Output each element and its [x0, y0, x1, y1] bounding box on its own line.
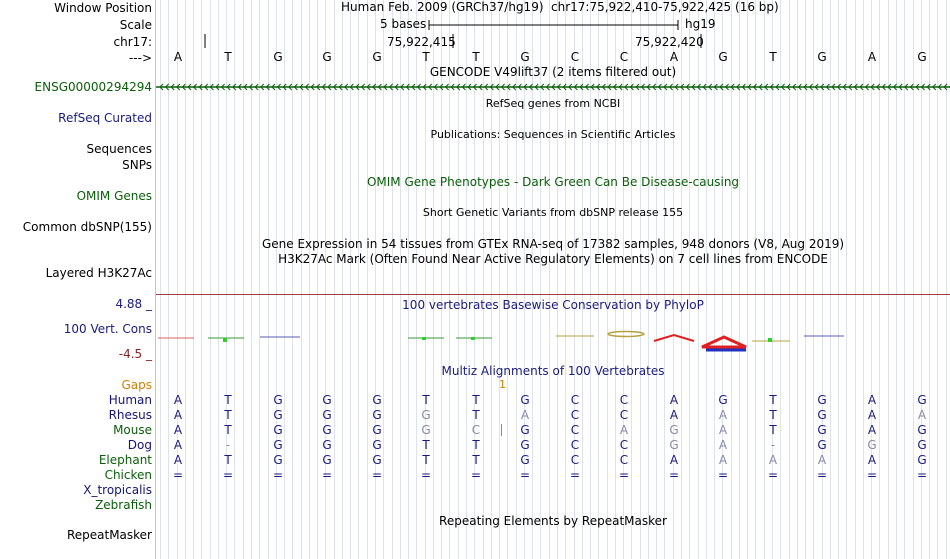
- alignment-base: C: [570, 408, 580, 422]
- alignment-base: A: [817, 453, 827, 467]
- alignment-base: T: [224, 423, 232, 437]
- phylop-track-title[interactable]: 100 vertebrates Basewise Conservation by PhyloP: [402, 298, 704, 312]
- scale-bases-text: 5 bases: [380, 17, 427, 31]
- alignment-base: G: [372, 453, 382, 467]
- alignment-base: G: [520, 423, 530, 437]
- omim-track-title[interactable]: OMIM Gene Phenotypes - Dark Green Can Be Disease-causing: [366, 175, 740, 189]
- reference-base: C: [570, 50, 580, 64]
- gencode-gene-feature[interactable]: [156, 82, 950, 92]
- alignment-base: T: [224, 393, 232, 407]
- chr-label: chr17:: [113, 35, 152, 49]
- reference-base: G: [917, 50, 927, 64]
- alignment-base: G: [917, 453, 927, 467]
- alignment-base: G: [867, 438, 877, 452]
- h3k27ac-label[interactable]: Layered H3K27Ac: [45, 266, 152, 280]
- alignment-base: =: [519, 468, 531, 482]
- species-label-chicken[interactable]: Chicken: [104, 468, 152, 482]
- refseq-label[interactable]: RefSeq Curated: [58, 111, 152, 125]
- alignment-base: C: [570, 438, 580, 452]
- coord-tick-1: [452, 34, 454, 48]
- reference-base: A: [867, 50, 877, 64]
- publications-track-title[interactable]: Publications: Sequences in Scientific Articles: [430, 128, 676, 141]
- alignment-base: =: [916, 468, 928, 482]
- reference-base: G: [718, 50, 728, 64]
- gap-marker: 1: [499, 378, 506, 391]
- gencode-track-title[interactable]: GENCODE V49lift37 (2 items filtered out): [429, 65, 677, 79]
- alignment-base: G: [917, 423, 927, 437]
- reference-base: A: [669, 50, 679, 64]
- alignment-base: T: [422, 393, 430, 407]
- track-labels: [0, 0, 156, 559]
- repeatmasker-track-title[interactable]: Repeating Elements by RepeatMasker: [439, 514, 667, 528]
- sequences-label[interactable]: Sequences: [86, 142, 152, 156]
- alignment-base: A: [718, 438, 728, 452]
- species-label-zebrafish[interactable]: Zebrafish: [95, 498, 152, 512]
- cons-min-label: -4.5 _: [118, 347, 152, 361]
- alignment-base: T: [769, 408, 777, 422]
- alignment-base: G: [520, 438, 530, 452]
- omim-label[interactable]: OMIM Genes: [76, 189, 152, 203]
- alignment-base: A: [173, 393, 183, 407]
- alignment-base: A: [917, 408, 927, 422]
- alignment-base: G: [322, 423, 332, 437]
- alignment-base: G: [917, 393, 927, 407]
- alignment-base: C: [570, 453, 580, 467]
- dbsnp-label[interactable]: Common dbSNP(155): [22, 220, 152, 234]
- alignment-base: =: [569, 468, 581, 482]
- reference-base: G: [817, 50, 827, 64]
- alignment-base: G: [372, 423, 382, 437]
- alignment-base: G: [322, 408, 332, 422]
- species-label-dog[interactable]: Dog: [127, 438, 152, 452]
- reference-base: C: [619, 50, 629, 64]
- alignment-base: T: [224, 408, 232, 422]
- alignment-base: G: [669, 438, 679, 452]
- reference-base: G: [273, 50, 283, 64]
- alignment-base: G: [520, 453, 530, 467]
- alignment-base: A: [520, 408, 530, 422]
- reference-base: T: [472, 50, 480, 64]
- alignment-base: =: [420, 468, 432, 482]
- cons-label[interactable]: 100 Vert. Cons: [63, 322, 152, 336]
- alignment-base: G: [322, 393, 332, 407]
- coord-1: 75,922,415: [387, 35, 456, 49]
- strand-arrow-label: --->: [128, 51, 152, 65]
- alignment-base: C: [619, 438, 629, 452]
- alignment-base: =: [668, 468, 680, 482]
- alignment-base: G: [421, 423, 431, 437]
- alignment-base: G: [322, 438, 332, 452]
- alignment-base: G: [372, 408, 382, 422]
- scale-bar: [428, 19, 680, 31]
- alignment-base: T: [769, 423, 777, 437]
- scale-db-text: hg19: [685, 17, 716, 31]
- gaps-label: Gaps: [121, 378, 152, 392]
- alignment-base: A: [173, 423, 183, 437]
- alignment-base: =: [618, 468, 630, 482]
- alignment-base: A: [768, 453, 778, 467]
- phylop-wiggle-plot[interactable]: [156, 325, 950, 355]
- alignment-base: =: [470, 468, 482, 482]
- coord-tick-2: [700, 34, 702, 48]
- alignment-base: A: [173, 408, 183, 422]
- alignment-base: G: [273, 408, 283, 422]
- alignment-base: T: [472, 393, 480, 407]
- alignment-base: A: [867, 393, 877, 407]
- gtex-track-title[interactable]: Gene Expression in 54 tissues from GTEx RNA-seq of 17382 samples, 948 donors (V8, Aug 2019): [261, 237, 845, 251]
- alignment-base: -: [770, 438, 776, 452]
- alignment-base: T: [769, 393, 777, 407]
- multiz-track-title[interactable]: Multiz Alignments of 100 Vertebrates: [441, 364, 665, 378]
- species-label-elephant[interactable]: Elephant: [98, 453, 152, 467]
- alignment-base: A: [867, 453, 877, 467]
- reference-base: G: [372, 50, 382, 64]
- alignment-base: =: [222, 468, 234, 482]
- window-position-label: Window Position: [54, 1, 152, 15]
- alignment-base: G: [273, 453, 283, 467]
- reference-base: A: [173, 50, 183, 64]
- alignment-base: T: [224, 453, 232, 467]
- mouse-insertion-marker: [501, 424, 502, 436]
- scale-label: Scale: [119, 18, 152, 32]
- alignment-base: G: [322, 453, 332, 467]
- alignment-base: =: [172, 468, 184, 482]
- alignment-base: A: [718, 453, 728, 467]
- alignment-base: G: [421, 408, 431, 422]
- assembly-text: Human Feb. 2009 (GRCh37/hg19): [341, 0, 544, 14]
- alignment-base: C: [570, 393, 580, 407]
- repeatmasker-label[interactable]: RepeatMasker: [66, 528, 152, 542]
- snps-label[interactable]: SNPs: [122, 158, 152, 172]
- alignment-base: A: [619, 423, 629, 437]
- alignment-base: C: [619, 393, 629, 407]
- alignment-base: A: [867, 423, 877, 437]
- reference-base: T: [422, 50, 430, 64]
- coord-tick-left: [204, 34, 206, 48]
- alignment-base: G: [273, 438, 283, 452]
- alignment-base: C: [471, 423, 481, 437]
- alignment-base: A: [669, 408, 679, 422]
- reference-base: G: [322, 50, 332, 64]
- alignment-base: G: [817, 438, 827, 452]
- alignment-base: G: [817, 423, 827, 437]
- species-label-human[interactable]: Human: [108, 393, 152, 407]
- alignment-base: A: [173, 438, 183, 452]
- alignment-base: -: [225, 438, 231, 452]
- alignment-base: C: [619, 408, 629, 422]
- alignment-base: G: [718, 393, 728, 407]
- alignment-base: =: [321, 468, 333, 482]
- alignment-base: T: [472, 438, 480, 452]
- cons-max-label: 4.88 _: [115, 297, 152, 311]
- alignment-base: T: [422, 453, 430, 467]
- alignment-base: T: [422, 438, 430, 452]
- species-label-x-tropicalis[interactable]: X_tropicalis: [83, 483, 152, 497]
- alignment-base: =: [272, 468, 284, 482]
- alignment-base: G: [520, 393, 530, 407]
- reference-base: T: [224, 50, 232, 64]
- alignment-base: A: [669, 393, 679, 407]
- h3k27ac-track-title[interactable]: H3K27Ac Mark (Often Found Near Active Regulatory Elements) on 7 cell lines from ENCODE: [278, 252, 828, 266]
- alignment-base: G: [372, 438, 382, 452]
- alignment-base: A: [173, 453, 183, 467]
- alignment-base: A: [669, 453, 679, 467]
- alignment-base: =: [816, 468, 828, 482]
- reference-base: G: [520, 50, 530, 64]
- alignment-base: A: [867, 408, 877, 422]
- alignment-base: G: [917, 438, 927, 452]
- alignment-base: G: [669, 423, 679, 437]
- alignment-base: A: [718, 408, 728, 422]
- alignment-base: =: [866, 468, 878, 482]
- alignment-base: G: [817, 408, 827, 422]
- alignment-base: C: [570, 423, 580, 437]
- alignment-base: G: [273, 393, 283, 407]
- alignment-base: C: [619, 453, 629, 467]
- position-text: chr17:75,922,410-75,922,425 (16 bp): [551, 0, 779, 14]
- alignment-base: G: [817, 393, 827, 407]
- species-label-mouse[interactable]: Mouse: [113, 423, 152, 437]
- track-divider: [156, 294, 950, 295]
- refseq-track-title[interactable]: RefSeq genes from NCBI: [485, 97, 621, 110]
- alignment-base: =: [767, 468, 779, 482]
- dbsnp-track-title[interactable]: Short Genetic Variants from dbSNP release 155: [422, 206, 684, 219]
- reference-base: T: [769, 50, 777, 64]
- alignment-base: =: [717, 468, 729, 482]
- gene-id-label[interactable]: ENSG00000294294: [34, 80, 152, 94]
- alignment-base: T: [472, 408, 480, 422]
- alignment-base: A: [718, 423, 728, 437]
- alignment-base: G: [372, 393, 382, 407]
- alignment-base: G: [273, 423, 283, 437]
- alignment-base: T: [472, 453, 480, 467]
- alignment-base: =: [371, 468, 383, 482]
- coord-2: 75,922,420: [635, 35, 704, 49]
- species-label-rhesus[interactable]: Rhesus: [108, 408, 152, 422]
